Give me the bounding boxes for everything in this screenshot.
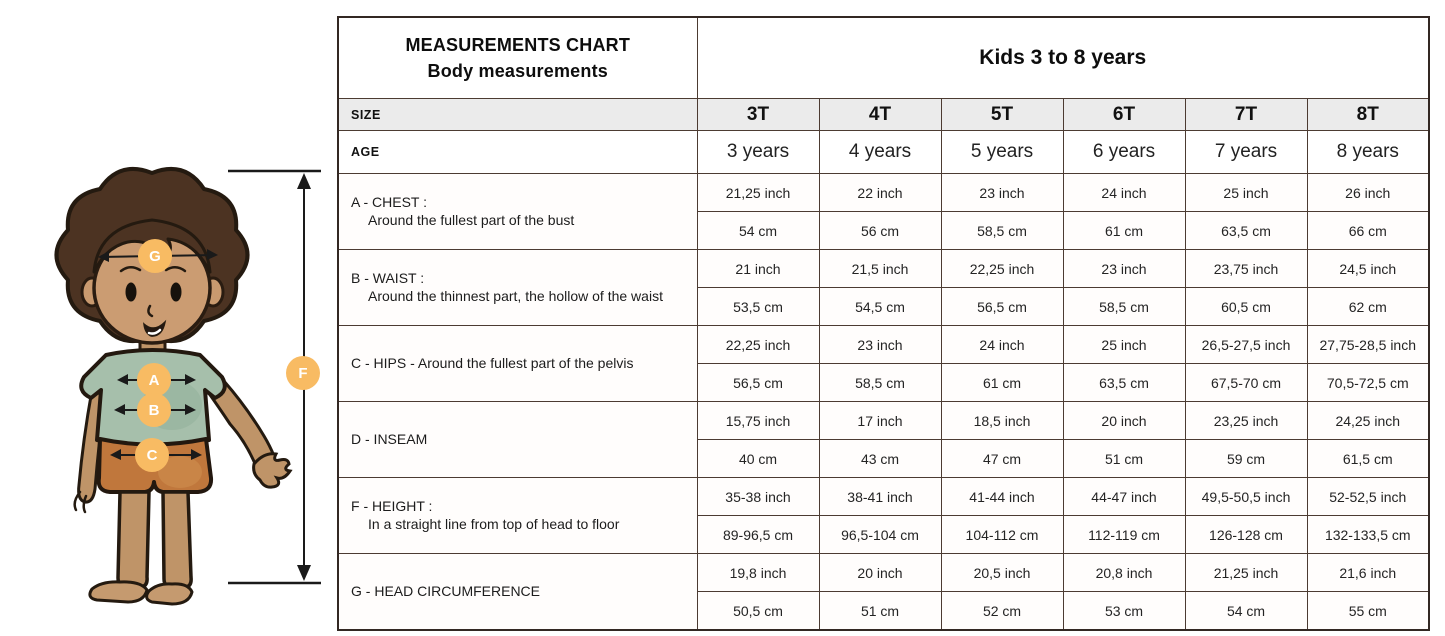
value-cell: 23,25 inch [1185, 402, 1307, 440]
value-cell: 22 inch [819, 174, 941, 212]
value-cell: 22,25 inch [697, 326, 819, 364]
value-cell: 54,5 cm [819, 288, 941, 326]
measurements-table-wrap [337, 16, 1430, 631]
chest-label: A - CHEST : Around the fullest part of the bust [338, 174, 697, 250]
value-cell: 23 inch [941, 174, 1063, 212]
value-cell: 54 cm [1185, 592, 1307, 631]
value-cell: 21 inch [697, 250, 819, 288]
value-cell: 51 cm [1063, 440, 1185, 478]
value-cell: 21,5 inch [819, 250, 941, 288]
value-cell: 21,25 inch [697, 174, 819, 212]
value-cell: 52-52,5 inch [1307, 478, 1429, 516]
waist-inch-row [338, 250, 1429, 288]
marker-f-label: F [298, 365, 308, 382]
height-inch-row [338, 478, 1429, 516]
marker-c-label: C [146, 447, 158, 464]
table-title-line1: MEASUREMENTS CHART [405, 34, 631, 55]
value-cell: 21,6 inch [1307, 554, 1429, 592]
value-cell: 21,25 inch [1185, 554, 1307, 592]
value-cell: 20,5 inch [941, 554, 1063, 592]
foot-right [147, 584, 192, 604]
inseam-label: D - INSEAM [338, 402, 697, 478]
marker-b-label: B [148, 402, 160, 419]
value-cell: 61 cm [1063, 212, 1185, 250]
measurements-table [337, 16, 1430, 631]
leg-right [163, 492, 191, 588]
value-cell: 18,5 inch [941, 402, 1063, 440]
value-cell: 35-38 inch [697, 478, 819, 516]
value-cell: 24,25 inch [1307, 402, 1429, 440]
waist-label: B - WAIST : Around the thinnest part, the hollow of the waist [338, 250, 697, 326]
size-row-label: SIZE [338, 99, 697, 131]
value-cell: 53,5 cm [697, 288, 819, 326]
value-cell: 20 inch [1063, 402, 1185, 440]
child-illustration-svg [2, 140, 337, 620]
value-cell: 54 cm [697, 212, 819, 250]
value-cell: 24 inch [941, 326, 1063, 364]
value-cell: 58,5 cm [1063, 288, 1185, 326]
value-cell: 23 inch [1063, 250, 1185, 288]
value-cell: 52 cm [941, 592, 1063, 631]
age-row-label: AGE [338, 131, 697, 174]
age-row [338, 131, 1429, 174]
child-illustration [2, 140, 337, 620]
value-cell: 50,5 cm [697, 592, 819, 631]
value-cell: 20,8 inch [1063, 554, 1185, 592]
value-cell: 67,5-70 cm [1185, 364, 1307, 402]
size-5t: 5T [941, 99, 1063, 131]
value-cell: 19,8 inch [697, 554, 819, 592]
value-cell: 25 inch [1185, 174, 1307, 212]
value-cell: 70,5-72,5 cm [1307, 364, 1429, 402]
size-3t: 3T [697, 99, 819, 131]
value-cell: 55 cm [1307, 592, 1429, 631]
value-cell: 62 cm [1307, 288, 1429, 326]
value-cell: 59 cm [1185, 440, 1307, 478]
value-cell: 23,75 inch [1185, 250, 1307, 288]
age-value: 5 years [941, 131, 1063, 174]
eye-left [126, 283, 137, 302]
age-value: 4 years [819, 131, 941, 174]
value-cell: 63,5 cm [1185, 212, 1307, 250]
value-cell: 27,75-28,5 inch [1307, 326, 1429, 364]
age-value: 7 years [1185, 131, 1307, 174]
hips-label: C - HIPS - Around the fullest part of the pelvis [338, 326, 697, 402]
value-cell: 23 inch [819, 326, 941, 364]
size-6t: 6T [1063, 99, 1185, 131]
height-label: F - HEIGHT : In a straight line from top of head to floor [338, 478, 697, 554]
head-label: G - HEAD CIRCUMFERENCE [338, 554, 697, 631]
value-cell: 56,5 cm [697, 364, 819, 402]
value-cell: 53 cm [1063, 592, 1185, 631]
value-cell: 41-44 inch [941, 478, 1063, 516]
value-cell: 44-47 inch [1063, 478, 1185, 516]
value-cell: 51 cm [819, 592, 941, 631]
size-8t: 8T [1307, 99, 1429, 131]
hand-right [254, 454, 290, 487]
value-cell: 58,5 cm [941, 212, 1063, 250]
value-cell: 25 inch [1063, 326, 1185, 364]
size-row [338, 99, 1429, 131]
hips-inch-row [338, 326, 1429, 364]
value-cell: 47 cm [941, 440, 1063, 478]
value-cell: 24 inch [1063, 174, 1185, 212]
marker-g-label: G [149, 248, 161, 265]
value-cell: 126-128 cm [1185, 516, 1307, 554]
value-cell: 22,25 inch [941, 250, 1063, 288]
value-cell: 96,5-104 cm [819, 516, 941, 554]
value-cell: 61,5 cm [1307, 440, 1429, 478]
marker-a-label: A [148, 372, 160, 389]
value-cell: 56,5 cm [941, 288, 1063, 326]
inseam-inch-row [338, 402, 1429, 440]
head-inch-row [338, 554, 1429, 592]
value-cell: 43 cm [819, 440, 941, 478]
age-value: 8 years [1307, 131, 1429, 174]
value-cell: 63,5 cm [1063, 364, 1185, 402]
value-cell: 56 cm [819, 212, 941, 250]
value-cell: 17 inch [819, 402, 941, 440]
group-title: Kids 3 to 8 years [697, 17, 1429, 99]
size-7t: 7T [1185, 99, 1307, 131]
value-cell: 60,5 cm [1185, 288, 1307, 326]
foot-left [90, 582, 147, 602]
value-cell: 20 inch [819, 554, 941, 592]
chest-inch-row [338, 174, 1429, 212]
value-cell: 38-41 inch [819, 478, 941, 516]
value-cell: 15,75 inch [697, 402, 819, 440]
value-cell: 26,5-27,5 inch [1185, 326, 1307, 364]
age-value: 3 years [697, 131, 819, 174]
value-cell: 24,5 inch [1307, 250, 1429, 288]
table-title [338, 17, 697, 99]
value-cell: 104-112 cm [941, 516, 1063, 554]
value-cell: 132-133,5 cm [1307, 516, 1429, 554]
value-cell: 49,5-50,5 inch [1185, 478, 1307, 516]
value-cell: 61 cm [941, 364, 1063, 402]
eye-right [171, 283, 182, 302]
value-cell: 26 inch [1307, 174, 1429, 212]
size-4t: 4T [819, 99, 941, 131]
table-title-line2: Body measurements [427, 61, 608, 81]
leg-left [118, 492, 149, 587]
value-cell: 66 cm [1307, 212, 1429, 250]
value-cell: 58,5 cm [819, 364, 941, 402]
age-value: 6 years [1063, 131, 1185, 174]
value-cell: 40 cm [697, 440, 819, 478]
value-cell: 89-96,5 cm [697, 516, 819, 554]
value-cell: 112-119 cm [1063, 516, 1185, 554]
